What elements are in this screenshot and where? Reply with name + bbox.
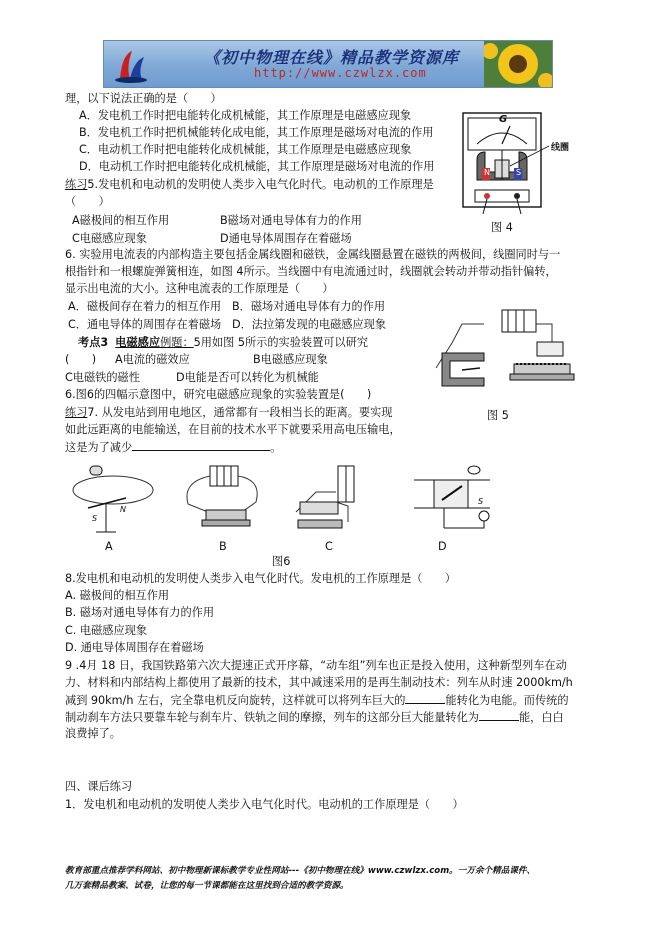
figure-6b-diagram: [172, 462, 272, 538]
fig6-label-c: C: [325, 540, 333, 553]
footer-line1: 教育部重点推荐学科网站、初中物理新课标教学专业性网站---《初中物理在线》www.czwlzx.com。一万余个精品课件、: [65, 866, 536, 876]
footer-line2: 几万套精品教案、试卷，让您的每一节课都能在这里找到合适的教学资源。: [65, 881, 349, 891]
option-b: B．发电机工作时把机械能转化成电能，其工作原理是磁场对电流的作用: [79, 126, 434, 139]
option-c: C．电动机工作时把电能转化成机械能，其工作原理是电磁感应现象: [79, 143, 412, 156]
q9-line5: 浪费掉了。: [65, 727, 121, 740]
figure-4-galvanometer: [455, 110, 575, 225]
q6-option-c: C．通电导体的周围存在着磁场: [68, 318, 222, 331]
kp3-option-a: A电流的磁效应: [115, 353, 190, 366]
kp3-option-d: D电能是否可以转化为机械能: [176, 371, 319, 384]
kp3-label: 考点3: [78, 336, 109, 349]
q9-line3-a: 减到 90km/h 左右，完全靠电机反向旋转，这样就可以将列车巨大的: [65, 694, 406, 707]
fig6-label-d: D: [438, 540, 447, 553]
q9-line3: [65, 692, 569, 709]
q9-line1: 9 .4月 18 日，我国铁路第六次大提速正式开序幕，“动车组”列车也正是投入使用，这种新型列车在动: [65, 659, 567, 672]
ex5-option-d: D通电导体周围存在着磁场: [220, 232, 352, 245]
fig6a-s-label: S: [92, 514, 98, 523]
fig6-label-b: B: [219, 540, 227, 553]
ex5-option-c: C电磁感应现象: [72, 232, 147, 245]
exercise-7-line3: [65, 439, 281, 456]
q8-option-b: B. 磁场对通电导体有力的作用: [65, 606, 215, 619]
q6-option-a: A．磁极间存在着力的相互作用: [68, 300, 222, 313]
q8-option-a: A. 磁极间的相互作用: [65, 589, 170, 602]
exercise-prefix: 练习: [65, 178, 88, 191]
exercise-7-prefix: 练习: [65, 406, 88, 419]
fig4-s-label: S: [516, 168, 522, 177]
kp3-option-c: C电磁铁的磁性: [65, 371, 140, 384]
ex5-option-b: B磁场对通电导体有力的作用: [220, 214, 362, 227]
figure-5-caption: 图 5: [487, 409, 509, 422]
fig4-n-label: N: [484, 168, 490, 177]
banner-url: http://www.czwlzx.com: [254, 66, 427, 80]
figure-5-apparatus: [422, 298, 580, 408]
exercise-7-text3: 这是为了减少: [65, 441, 133, 454]
exercise-7-text: 7. 从发电站到用电地区，通常都有一段相当长的距离。要实现: [87, 406, 393, 419]
q6b-text: 6.图6的四幅示意图中，研究电磁感应现象的实验装置是( ): [65, 388, 372, 401]
q6-line1: 6. 实验用电流表的内部构造主要包括金属线圈和磁铁，金属线圈悬置在磁铁的两极间，线圈同时与一: [65, 248, 561, 261]
figure-6c-diagram: [288, 462, 374, 538]
q6-option-b: B．磁场对通电导体有力的作用: [232, 300, 386, 313]
exercise-5-text: 5.发电机和电动机的发明使人类步入电气化时代。电动机的工作原理是: [87, 178, 434, 191]
exercise-5-paren: （ ）: [65, 195, 110, 208]
kp3-option-b: B电磁感应现象: [253, 353, 328, 366]
answer-blank[interactable]: [132, 439, 270, 451]
exercise-7-end: 。: [270, 441, 282, 454]
ex5-option-a: A磁极间的相互作用: [72, 214, 170, 227]
q6-line3: 显示出电流的大小。这种电流表的工作原理是（ ）: [65, 282, 334, 295]
q9-line4-b: 能，白白: [518, 711, 564, 724]
fig4-coil-label: 线圈: [551, 143, 570, 153]
kp3-topic: 电磁感应: [115, 336, 161, 349]
q8-option-d: D. 通电导体周围存在着磁场: [65, 641, 204, 654]
fig6d-s-label: S: [478, 497, 484, 506]
question-intro: 理，以下说法正确的是（ ）: [65, 92, 222, 105]
answer-blank[interactable]: [479, 709, 519, 721]
q8-text: 8.发电机和电动机的发明使人类步入电气化时代。发电机的工作原理是（ ）: [65, 572, 457, 585]
sunflower-image: [484, 41, 552, 87]
exercise-5: [65, 177, 434, 193]
option-d: D．电动机工作时把电能转化成机械能，其工作原理是磁场对电流的作用: [79, 160, 435, 173]
fig4-g-label: G: [499, 114, 508, 125]
kp3-paren: ( ): [65, 353, 97, 366]
section-4-q1: 1．发电机和电动机的发明使人类步入电气化时代。电动机的工作原理是（ ）: [65, 798, 464, 811]
exercise-7-line1: [65, 405, 393, 421]
banner-title: 《初中物理在线》精品教学资源库: [204, 48, 460, 67]
q9-line4-a: 制动刹车方法只要靠车轮与刹车片、铁轨之间的摩擦，列车的这部分巨大能量转化为: [65, 711, 479, 724]
q9-line3-b: 能转化为电能。而传统的: [445, 694, 569, 707]
q6-line2: 根指针和一根螺旋弹簧相连，如图 4所示。当线圈中有电流通过时，线圈就会转动并带动指针偏转，: [65, 265, 557, 278]
site-logo: [112, 45, 150, 83]
q8-option-c: C. 电磁感应现象: [65, 624, 148, 637]
figure-6d-diagram: [404, 462, 500, 542]
header-banner: [103, 40, 553, 88]
figure-4-caption: 图 4: [491, 221, 513, 234]
fig6a-n-label: N: [120, 505, 126, 514]
q9-line2: 力、材料和内部结构上都使用了最新的技术，其中减速采用的是再生制动技术：列车从时速 2000km/h: [65, 676, 573, 689]
section-4-title: 四、课后练习: [65, 780, 133, 793]
q9-line4: [65, 709, 564, 726]
q6-option-d: D．法拉第发现的电磁感应现象: [232, 318, 387, 331]
exercise-7-line2: 如此远距离的电能输送，在目前的技术水平下就要采用高电压输电，: [65, 423, 401, 436]
kp3-text: 5用如图 5所示的实验装置可以研究: [193, 336, 369, 349]
option-a: A．发电机工作时把电能转化成机械能，其工作原理是电磁感应现象: [79, 109, 412, 122]
kp3-example: 例题：: [160, 336, 194, 349]
figure-6a-diagram: [68, 460, 158, 540]
answer-blank[interactable]: [405, 692, 445, 704]
key-point-3: [78, 335, 368, 351]
fig6-label-a: A: [105, 540, 113, 553]
figure-6-caption: 图6: [272, 555, 291, 568]
